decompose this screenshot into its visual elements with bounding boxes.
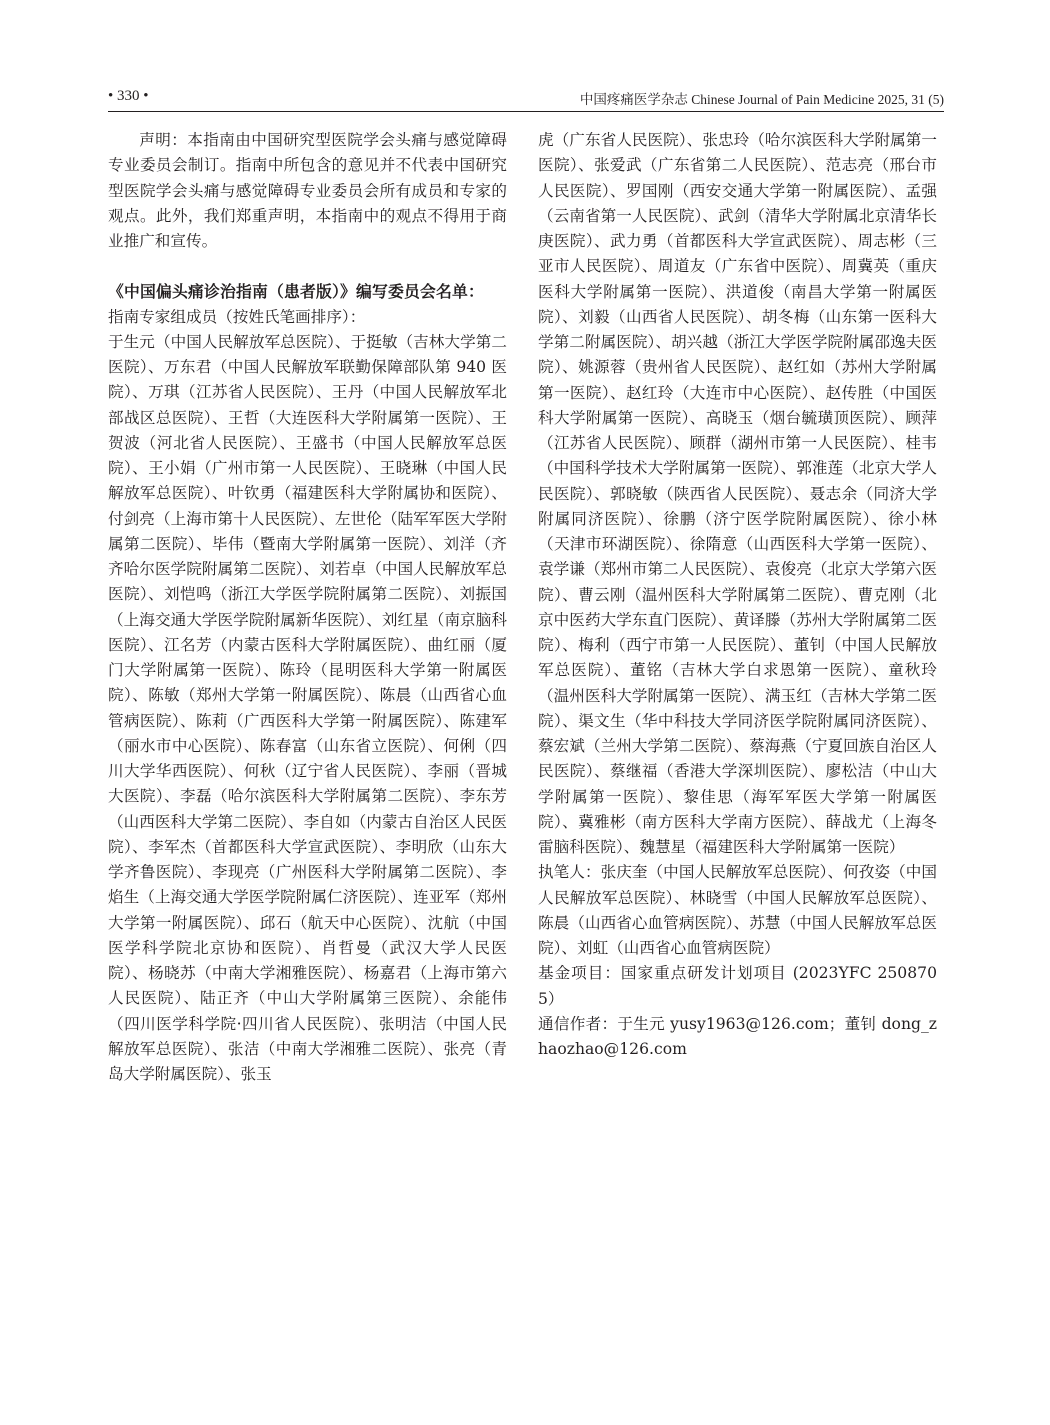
committee-heading: 《中国偏头痛诊治指南（患者版）》编写委员会名单：	[108, 282, 485, 302]
right-column	[538, 128, 937, 1062]
journal-title: 中国疼痛医学杂志 Chinese Journal of Pain Medicine 2025, 31 (5)	[579, 92, 944, 107]
header-rule	[108, 111, 944, 112]
page-number: • 330 •	[108, 88, 149, 104]
correspondence-note: 通信作者：于生元 yusy1963@126.com；董钊 dong_zhaozhao@126.com	[538, 1014, 937, 1058]
writers-list: 执笔人：张庆奎（中国人民解放军总医院）、何孜姿（中国人民解放军总医院）、林晓雪（中国人民解放军总医院）、陈晨（山西省心血管病医院）、苏慧（中国人民解放军总医院）、刘虹（山西省心血管病医院）	[538, 863, 937, 957]
page-header	[108, 88, 944, 110]
statement-paragraph: 声明：本指南由中国研究型医院学会头痛与感觉障碍专业委员会制订。指南中所包含的意见并不代表中国研究型医院学会头痛与感觉障碍专业委员会所有成员和专家的观点。此外，我们郑重声明，本指南中的观点不得用于商业推广和宣传。	[108, 131, 507, 250]
left-column	[108, 128, 507, 1087]
expert-member-list-continued: 虎（广东省人民医院）、张忠玲（哈尔滨医科大学附属第一医院）、张爱武（广东省第二人民医院）、范志亮（邢台市人民医院）、罗国刚（西安交通大学第一附属医院）、孟强（云南省第一人民医院）、武剑（清华大学附属北京清华长庚医院）、武力勇（首都医科大学宣武医院）、周志彬（三亚市人民医院）、周道友（广东省中医院）、周冀英（重庆医科大学附属第一医院）、洪道俊（南昌大学第一附属医院）、刘毅（山西省人民医院）、胡冬梅（山东第一医科大学第二附属医院）、胡兴越（浙江大学医学院附属邵逸夫医院）、姚源蓉（贵州省人民医院）、赵红如（苏州大学附属第一医院）、赵红玲（大连市中心医院）、赵传胜（中国医科大学附属第一医院）、高晓玉（烟台毓璜顶医院）、顾萍（江苏省人民医院）、顾群（湖州市第一人民医院）、桂韦（中国科学技术大学附属第一医院）、郭淮莲（北京大学人民医院）、郭晓敏（陕西省人民医院）、聂志余（同济大学附属同济医院）、徐鹏（济宁医学院附属医院）、徐小林（天津市环湖医院）、徐隋意（山西医科大学第一医院）、袁学谦（郑州市第二人民医院）、袁俊亮（北京大学第六医院）、曹云刚（温州医科大学附属第二医院）、曹克刚（北京中医药大学东直门医院）、黄译滕（苏州大学附属第二医院）、梅利（西宁市第一人民医院）、董钊（中国人民解放军总医院）、董铭（吉林大学白求恩第一医院）、童秋玲（温州医科大学附属第一医院）、满玉红（吉林大学第二医院）、渠文生（华中科技大学同济医学院附属同济医院）、蔡宏斌（兰州大学第二医院）、蔡海燕（宁夏回族自治区人民医院）、蔡继福（香港大学深圳医院）、廖松洁（中山大学附属第一医院）、黎佳思（海军军医大学第一附属医院）、冀雅彬（南方医科大学南方医院）、薛战尤（上海冬雷脑科医院）、魏慧星（福建医科大学附属第一医院）	[538, 131, 937, 856]
expert-member-list: 于生元（中国人民解放军总医院）、于挺敏（吉林大学第二医院）、万东君（中国人民解放军联勤保障部队第 940 医院）、万琪（江苏省人民医院）、王丹（中国人民解放军北部战区总医院）、王哲（大连医科大学附属第一医院）、王贺波（河北省人民医院）、王盛书（中国人民解放军总医院）、王小娟（广州市第一人民医院）、王晓琳（中国人民解放军总医院）、叶钦勇（福建医科大学附属协和医院）、付剑亮（上海市第十人民医院）、左世伦（陆军军医大学附属第二医院）、毕伟（暨南大学附属第一医院）、刘洋（齐齐哈尔医学院附属第二医院）、刘若卓（中国人民解放军总医院）、刘恺鸣（浙江大学医学院附属第二医院）、刘振国（上海交通大学医学院附属新华医院）、刘红星（南京脑科医院）、江名芳（内蒙古医科大学附属医院）、曲红丽（厦门大学附属第一医院）、陈玲（昆明医科大学第一附属医院）、陈敏（郑州大学第一附属医院）、陈晨（山西省心血管病医院）、陈莉（广西医科大学第一附属医院）、陈建军（丽水市中心医院）、陈春富（山东省立医院）、何俐（四川大学华西医院）、何秋（辽宁省人民医院）、李丽（晋城大医院）、李磊（哈尔滨医科大学附属第二医院）、李东芳（山西医科大学第二医院）、李自如（内蒙古自治区人民医院）、李军杰（首都医科大学宣武医院）、李明欣（山东大学齐鲁医院）、李现亮（广州医科大学附属第二医院）、李焰生（上海交通大学医学院附属仁济医院）、连亚军（郑州大学第一附属医院）、邱石（航天中心医院）、沈航（中国医学科学院北京协和医院）、肖哲曼（武汉大学人民医院）、杨晓苏（中南大学湘雅医院）、杨嘉君（上海市第六人民医院）、陆正齐（中山大学附属第三医院）、余能伟（四川医学科学院·四川省人民医院）、张明洁（中国人民解放军总医院）、张洁（中南大学湘雅二医院）、张亮（青岛大学附属医院）、张玉	[108, 332, 507, 1083]
funding-note: 基金项目：国家重点研发计划项目 (2023YFC 2508705）	[538, 964, 937, 1008]
expert-group-label: 指南专家组成员（按姓氏笔画排序）：	[108, 307, 366, 326]
